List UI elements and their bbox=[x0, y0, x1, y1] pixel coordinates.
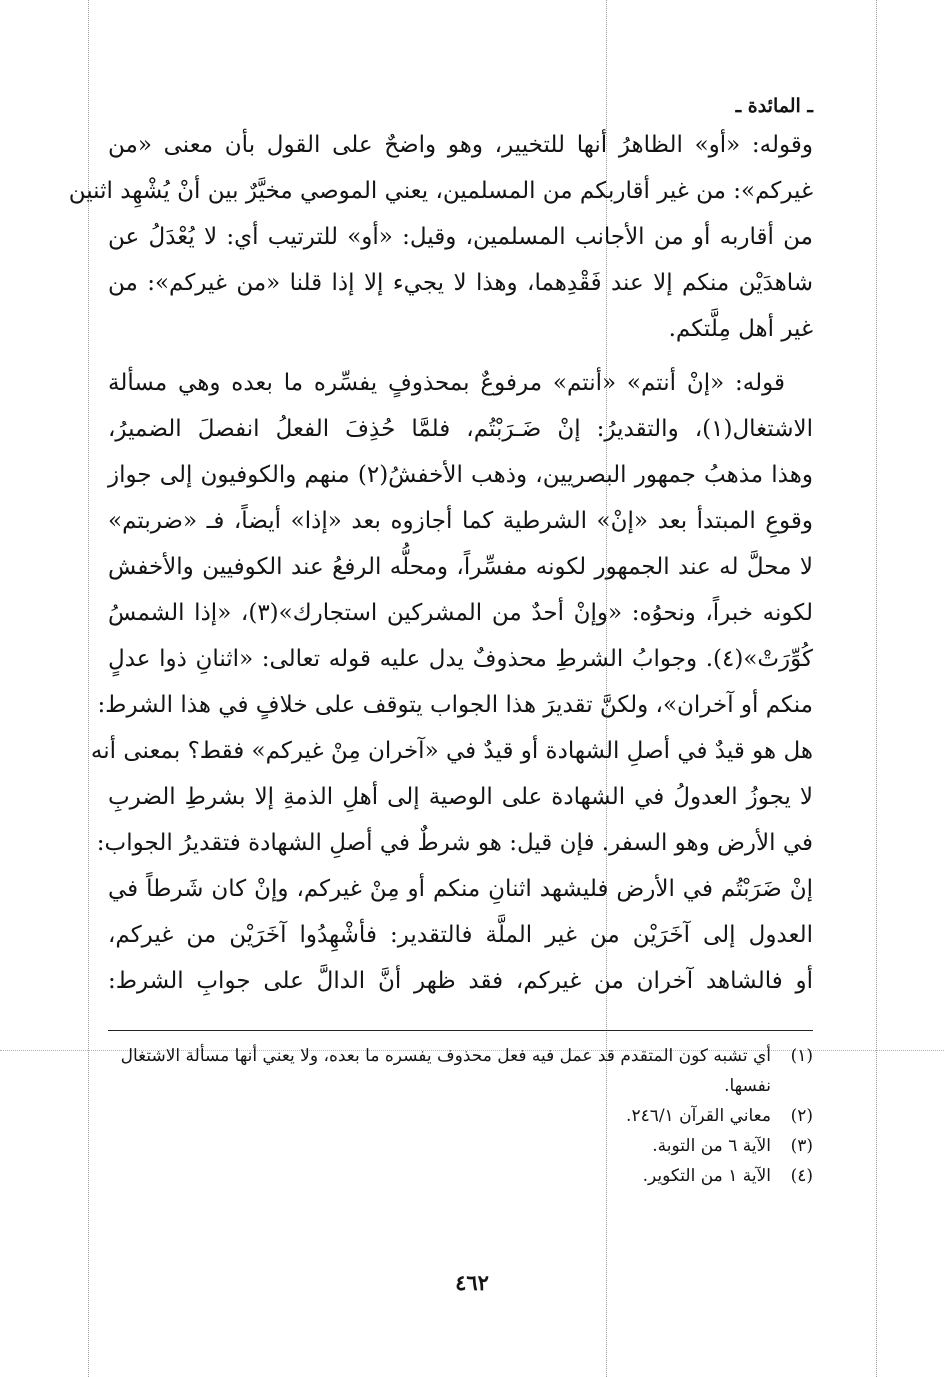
paragraph-2 bbox=[90, 360, 813, 1004]
footnote-text: الآية ١ من التكوير. bbox=[642, 1166, 771, 1186]
text-line: العدول إلى آخَرَيْن من غير الملَّة فالتقدير: فأشْهِدُوا آخَرَيْن من غيركم، bbox=[108, 922, 813, 948]
text-line: وقوله: «أو» الظاهرُ أنها للتخيير، وهو واضحٌ على القول بأن معنى «من bbox=[108, 132, 813, 158]
text-line: أو فالشاهد آخران من غيركم، فقد ظهر أنَّ الدالَّ على جوابِ الشرط: bbox=[108, 968, 813, 994]
text-line: في الأرض وهو السفر. فإن قيل: هو شرطٌ في أصلِ الشهادة فتقديرُ الجواب: bbox=[96, 830, 813, 856]
text-line: كُوِّرَتْ»(٤). وجوابُ الشرطِ محذوفٌ يدل عليه قوله تعالى: «اثنانِ ذوا عدلٍ bbox=[108, 646, 813, 672]
text-line: غيركم»: من غير أقاربكم من المسلمين، يعني الموصي مخيَّرٌ بين أنْ يُشْهِد اثنين bbox=[68, 178, 813, 204]
text-line: لا يجوزُ العدولُ في الشهادة على الوصية إلى أهلِ الذمةِ إلا بشرطِ الضربِ bbox=[108, 784, 813, 810]
text-line: منكم أو آخران»، ولكنَّ تقديرَ هذا الجواب يتوقف على خلافٍ في هذا الشرط: bbox=[97, 692, 813, 718]
text-line: وهذا مذهبُ جمهور البصريين، وذهب الأخفشُ(٢) منهم والكوفيون إلى جواز bbox=[108, 462, 813, 488]
footnote-text: أي تشبه كون المتقدم قد عمل فيه فعل محذوف يفسره ما بعده، ولا يعني أنها مسألة الاشتغال نفسها. bbox=[120, 1046, 771, 1096]
text-line: شاهدَيْن منكم إلا عند فَقْدِهما، وهذا لا يجيء إلا إذا قلنا «من غيركم»: من bbox=[108, 270, 813, 296]
text-line: هل هو قيدٌ في أصلِ الشهادة أو قيدٌ في «آخران مِنْ غيركم» فقط؟ بمعنى أنه bbox=[90, 738, 813, 764]
footnote-2 bbox=[108, 1101, 813, 1131]
text-line: إنْ ضَرَبْتُم في الأرض فليشهد اثنانِ منكم أو مِنْ غيركم، وإنْ كان شَرطاً في bbox=[108, 876, 813, 902]
footnote-number: (٣) bbox=[790, 1136, 813, 1156]
text-line: وقوعِ المبتدأ بعد «إنْ» الشرطية كما أجازوه بعد «إذا» أيضاً، فـ «ضربتم» bbox=[108, 508, 813, 534]
dotted-guide-right bbox=[876, 0, 877, 1377]
footnote-text: الآية ٦ من التوبة. bbox=[652, 1136, 771, 1156]
footnote-3 bbox=[108, 1131, 813, 1161]
running-header: ـ المائدة ـ bbox=[735, 95, 813, 117]
paragraph-1 bbox=[68, 122, 813, 352]
footnote-separator bbox=[108, 1030, 813, 1031]
text-line: لكونه خبراً، ونحوُه: «وإنْ أحدٌ من المشركين استجارك»(٣)، «إذا الشمسُ bbox=[108, 600, 813, 626]
footnote-1 bbox=[108, 1041, 813, 1101]
text-line: غير أهل مِلَّتكم. bbox=[668, 316, 813, 342]
text-line: الاشتغال(١)، والتقديرُ: إنْ ضَـرَبْتُم، فلمَّا حُذِفَ الفعلُ انفصلَ الضميرُ، bbox=[108, 416, 813, 442]
footnote-text: معاني القرآن ٢٤٦/١. bbox=[626, 1106, 771, 1126]
footnote-number: (١) bbox=[790, 1046, 813, 1066]
text-line: من أقاربه أو من الأجانب المسلمين، وقيل: «أو» للترتيب أي: لا يُعْدَلُ عن bbox=[108, 224, 813, 250]
footnote-number: (٢) bbox=[790, 1106, 813, 1126]
footnote-4 bbox=[108, 1161, 813, 1191]
book-page bbox=[68, 90, 813, 1191]
footnote-number: (٤) bbox=[790, 1166, 813, 1186]
text-line: لا محلَّ له عند الجمهور لكونه مفسِّراً، ومحلُّه الرفعُ عند الكوفيين والأخفش bbox=[108, 554, 813, 580]
text-line: قوله: «إنْ أنتم» «أنتم» مرفوعٌ بمحذوفٍ يفسِّره ما بعده وهي مسألة bbox=[108, 370, 785, 396]
page-number: ٤٦٢ bbox=[455, 1270, 489, 1295]
